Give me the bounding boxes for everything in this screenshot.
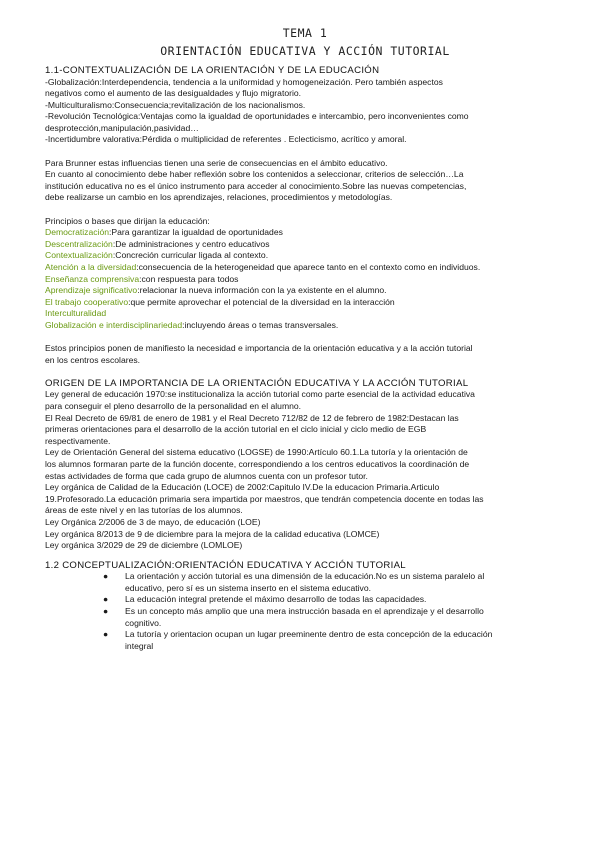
principle-text: :De administraciones y centro educativos xyxy=(112,238,270,249)
principles-list xyxy=(45,227,565,331)
principle-text: :consecuencia de la heterogeneidad que aparece tanto en el contexto como en individuos. xyxy=(136,262,481,272)
text-line: -Incertidumbre valorativa:Pérdida o multiplicidad de referentes . Eclecticismo, acrítico y amoral. xyxy=(45,134,407,145)
principle-term: Aprendizaje significativo xyxy=(45,285,138,296)
principle-item xyxy=(45,227,565,239)
text-line: primeras orientaciones para el desarrollo de la acción tutorial en el ciclo inicial y ciclo medio de EGB xyxy=(45,424,427,435)
text-line: los alumnos formaran parte de la función docente, correspondiendo a los centros educativos la coordinación de xyxy=(45,459,470,469)
page-subtitle: ORIENTACIÓN EDUCATIVA Y ACCIÓN TUTORIAL xyxy=(160,44,450,58)
text-line: Estos principios ponen de manifiesto la necesidad e importancia de la orientación educativa y a la acción tutorial xyxy=(45,343,473,354)
text-line: En cuanto al conocimiento debe haber reflexión sobre los contenidos a seleccionar, criterios de selección…La xyxy=(45,169,464,180)
text-line: Ley general de educación 1970:se institucionaliza la acción tutorial como parte esencial de la actividad educativa xyxy=(45,389,475,400)
document-page xyxy=(45,24,565,652)
bullet-text: educativo, pero sí es un sistema inserto en el sistema educativo. xyxy=(125,582,372,593)
text-line: desprotección,manipulación,pasividad… xyxy=(45,122,199,133)
principle-item xyxy=(45,262,565,274)
principle-item xyxy=(45,274,565,286)
bullet-text: integral xyxy=(125,640,154,651)
bullet-icon: ● xyxy=(103,594,109,605)
list-item xyxy=(103,594,565,606)
text-line: negativos como el aumento de las desigualdades y flujo migratorio. xyxy=(45,88,302,99)
principle-item xyxy=(45,285,565,297)
text-line: en los centros escolares. xyxy=(45,354,141,365)
principle-term: Enseñanza comprensiva xyxy=(45,273,140,284)
page-title: TEMA 1 xyxy=(282,26,328,40)
section-2-heading: 1.2 CONCEPTUALIZACIÓN:ORIENTACIÓN EDUCATIVA Y ACCIÓN TUTORIAL xyxy=(45,559,406,571)
text-line: Para Brunner estas influencias tienen una serie de consecuencias en el ámbito educativo. xyxy=(45,157,388,168)
list-item xyxy=(103,629,565,652)
list-item xyxy=(103,571,565,594)
principle-text: :con respuesta para todos xyxy=(139,273,239,284)
principle-term: El trabajo cooperativo xyxy=(45,296,129,307)
text-line: Ley orgánica 3/2029 de 29 de diciembre (LOMLOE) xyxy=(45,540,243,551)
bullet-icon: ● xyxy=(103,629,109,640)
principle-text: :relacionar la nueva información con la ya existente en el alumno. xyxy=(137,285,387,296)
principle-text: :Concreción curricular ligada al contexto. xyxy=(112,250,269,261)
text-line: estas actividades de forma que cada grupo de alumnos cuenta con un profesor tutor. xyxy=(45,470,368,481)
text-line: respectivamente. xyxy=(45,435,111,446)
principle-term: Globalización e interdisciplinariedad xyxy=(45,319,183,330)
principle-term: Contextualización xyxy=(45,250,113,261)
principle-item xyxy=(45,320,565,332)
text-line: Ley orgánica 8/2013 de 9 de diciembre para la mejora de la calidad educativa (LOMCE) xyxy=(45,528,380,539)
bullet-text: La orientación y acción tutorial es una dimensión de la educación.No es un sistema paralelo al xyxy=(125,571,485,582)
text-line: debe realizarse un cambio en los aprendizajes, relaciones, procedimientos y metodologías. xyxy=(45,192,393,203)
text-line: institución educativa no es el único instrumento para acceder al conocimiento.Sobre las nuevas competencias, xyxy=(45,180,467,191)
bullet-text: Es un concepto más amplio que una mera instrucción basada en el aprendizaje y el desarrollo xyxy=(125,606,484,617)
principle-term: Interculturalidad xyxy=(45,308,107,319)
origin-heading: ORIGEN DE LA IMPORTANCIA DE LA ORIENTACIÓN EDUCATIVA Y LA ACCIÓN TUTORIAL xyxy=(45,377,469,389)
principle-term: Atención a la diversidad xyxy=(45,262,137,272)
text-line: 19.Profesorado.La educación primaria sera impartida por maestros, que tendrán competencia docente en todas las xyxy=(45,493,484,504)
text-line: Ley orgánica de Calidad de la Educación (LOCE) de 2002:Capitulo IV.De la educacion Primaria.Articulo xyxy=(45,482,440,493)
origin-lines xyxy=(45,389,565,551)
list-item xyxy=(103,606,565,629)
principles-intro: Principios o bases que dirijan la educación: xyxy=(45,215,210,226)
principle-text: :que permite aprovechar el potencial de la diversidad en la interacción xyxy=(128,296,395,307)
principle-item xyxy=(45,308,565,320)
bullet-text: cognitivo. xyxy=(125,617,162,628)
text-line: Ley Orgánica 2/2006 de 3 de mayo, de educación (LOE) xyxy=(45,516,261,527)
text-line: Ley de Orientación General del sistema educativo (LOGSE) de 1990:Artículo 60.1.La tutoría y la orientación de xyxy=(45,447,468,458)
principle-text: :incluyendo áreas o temas transversales. xyxy=(182,319,339,330)
text-line: áreas de este nivel y en las tutorías de los alumnos. xyxy=(45,505,243,516)
principle-term: Descentralización xyxy=(45,238,113,249)
closing-paragraph xyxy=(45,343,565,366)
text-line: El Real Decreto de 69/81 de enero de 1981 y el Real Decreto 712/82 de 12 de febrero de 1982:Destacan las xyxy=(45,412,459,423)
concept-bullet-list xyxy=(45,571,565,652)
principle-item xyxy=(45,297,565,309)
text-line: para conseguir el pleno desarrollo de la personalidad en el alumno. xyxy=(45,401,302,412)
principle-item xyxy=(45,250,565,262)
section-1-heading: 1.1-CONTEXTUALIZACIÓN DE LA ORIENTACIÓN Y DE LA EDUCACIÓN xyxy=(45,65,380,76)
principle-term: Democratización xyxy=(45,227,109,238)
text-line: -Revolución Tecnológica:Ventajas como la igualdad de oportunidades e intercambio, pero inconvenientes como xyxy=(45,111,469,122)
text-line: -Globalización:Interdependencia, tendencia a la uniformidad y homogeneización. Pero también aspectos xyxy=(45,76,443,87)
brunner-paragraph xyxy=(45,158,565,204)
text-line: -Multiculturalismo:Consecuencia;revitalización de los nacionalismos. xyxy=(45,99,306,110)
principle-text: :Para garantizar la igualdad de oportunidades xyxy=(109,227,283,238)
principle-item xyxy=(45,239,565,251)
bullet-icon: ● xyxy=(103,606,109,617)
bullet-text: La tutoría y orientacion ocupan un lugar preeminente dentro de esta concepción de la educación xyxy=(125,629,493,640)
section-1-lines xyxy=(45,77,565,147)
bullet-icon: ● xyxy=(103,571,109,582)
bullet-text: La educación integral pretende el máximo desarrollo de todas las capacidades. xyxy=(125,594,427,605)
